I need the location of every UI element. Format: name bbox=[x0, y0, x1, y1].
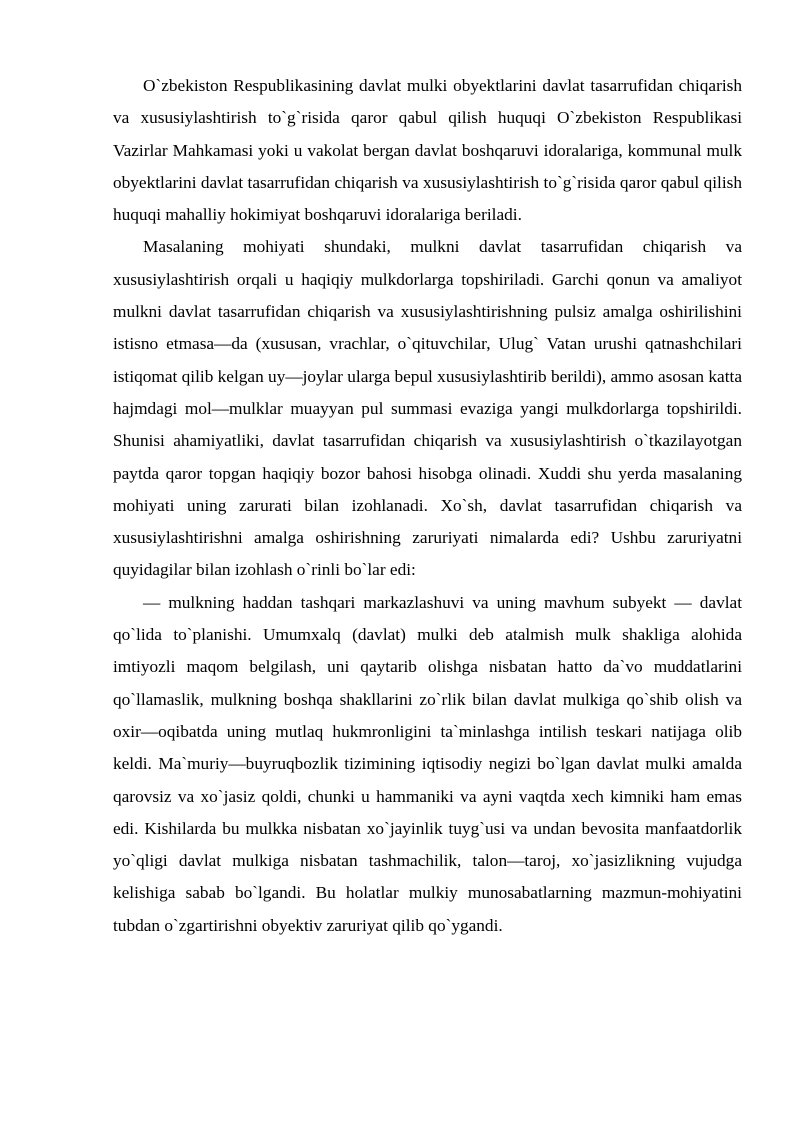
document-body bbox=[113, 70, 742, 942]
paragraph-1: O`zbekiston Respublikasining davlat mulki obyektlarini davlat tasarrufidan chiqarish va xususiylashtirish to`g`risida qaror qabul qilish huquqi O`zbekiston Respublikasi Vazirlar Mahkamasi yoki u vakolat bergan davlat boshqaruvi idoralariga, kommunal mulk obyektlarini davlat tasarrufidan chiqarish va xususiylashtirish to`g`risida qaror qabul qilish huquqi mahalliy hokimiyat boshqaruvi idoralariga beriladi. bbox=[113, 76, 742, 225]
paragraph-3: — mulkning haddan tashqari markazlashuvi va uning mavhum subyekt — davlat qo`lida to`planishi. Umumxalq (davlat) mulki deb atalmish mulk shakliga alohida imtiyozli maqom belgilash, uni qaytarib olishga nisbatan hatto da`vo muddatlarini qo`llamaslik, mulkning boshqa shakllarini zo`rlik bilan davlat mulkiga qo`shib olish va oxir—oqibatda uning mutlaq hukmronligini ta`minlashga intilish teskari natijaga olib keldi. Ma`muriy—buyruqbozlik tizimining iqtisodiy negizi bo`lgan davlat mulki amalda qarovsiz va xo`jasiz qoldi, chunki u hammaniki va ayni vaqtda xech kimniki ham emas edi. Kishilarda bu mulkka nisbatan xo`jayinlik tuyg`usi va undan bevosita manfaatdorlik yo`qligi davlat mulkiga nisbatan tashmachilik, talon—taroj, xo`jasizlikning vujudga kelishiga sabab bo`lgandi. Bu holatlar mulkiy munosabatlarning mazmun-mohiyatini tubdan o`zgartirishni obyektiv zaruriyat qilib qo`ygandi. bbox=[113, 592, 742, 935]
paragraph-2: Masalaning mohiyati shundaki, mulkni davlat tasarrufidan chiqarish va xususiylashtirish orqali u haqiqiy mulkdorlarga topshiriladi. Garchi qonun va amaliyot mulkni davlat tasarrufidan chiqarish va xususiylashtirishning pulsiz amalga oshirilishini istisno etmasa—da (xususan, vrachlar, o`qituvchilar, Ulug` Vatan urushi qatnashchilari istiqomat qilib kelgan uy—joylar ularga bepul xususiylashtirib berildi), ammo asosan katta hajmdagi mol—mulklar muayyan pul summasi evaziga yangi mulkdorlarga topshirildi. Shunisi ahamiyatliki, davlat tasarrufidan chiqarish va xususiylashtirish o`tkazilayotgan paytda qaror topgan haqiqiy bozor bahosi hisobga olinadi. Xuddi shu yerda masalaning mohiyati uning zarurati bilan izohlanadi. Xo`sh, davlat tasarrufidan chiqarish va xususiylashtirishni amalga oshirishning zaruriyati nimalarda edi? Ushbu zaruriyatni quyidagilar bilan izohlash o`rinli bo`lar edi: bbox=[113, 237, 742, 580]
